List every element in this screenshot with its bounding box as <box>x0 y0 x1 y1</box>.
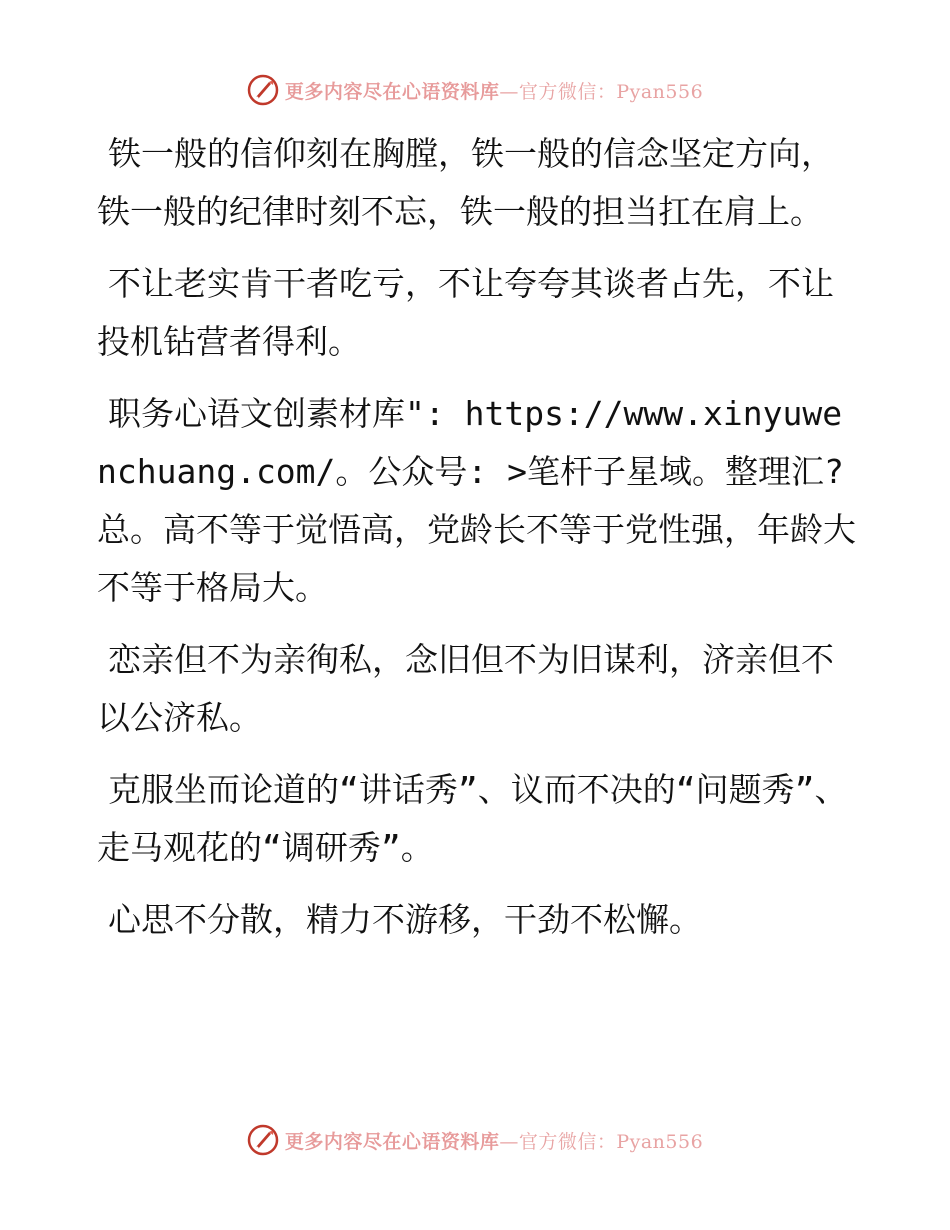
paragraph: 恋亲但不为亲徇私，念旧但不为旧谋利，济亲但不以公济私。 <box>97 640 834 737</box>
header-banner-suffix: —官方微信：Pyan556 <box>499 80 704 103</box>
paragraph: 不让老实肯干者吃亏，不让夸夸其谈者占先，不让投机钻营者得利。 <box>97 264 834 361</box>
paragraph: 铁一般的信仰刻在胸膛，铁一般的信念坚定方向，铁一般的纪律时刻不忘，铁一般的担当扛在肩上。 <box>97 134 834 231</box>
header-watermark <box>0 70 950 110</box>
paragraph: 心思不分散，精力不游移，干劲不松懈。 <box>108 900 702 939</box>
paragraph: 职务心语文创素材库": https://www.xinyuwenchuang.com/。公众号: >笔杆子星域。整理汇?总。高不等于觉悟高，党龄长不等于党性强，年龄大不等于格局大。 <box>97 394 856 607</box>
footer-watermark <box>0 1120 950 1160</box>
quill-logo-icon <box>247 1124 279 1156</box>
footer-banner-main: 更多内容尽在心语资料库 <box>284 1130 500 1153</box>
quill-logo-icon <box>247 74 279 106</box>
header-banner-main: 更多内容尽在心语资料库 <box>284 80 500 103</box>
paragraph: 克服坐而论道的“讲话秀”、议而不决的“问题秀”、走马观花的“调研秀”。 <box>97 770 848 867</box>
footer-banner-suffix: —官方微信：Pyan556 <box>499 1130 704 1153</box>
body-text <box>97 125 857 963</box>
